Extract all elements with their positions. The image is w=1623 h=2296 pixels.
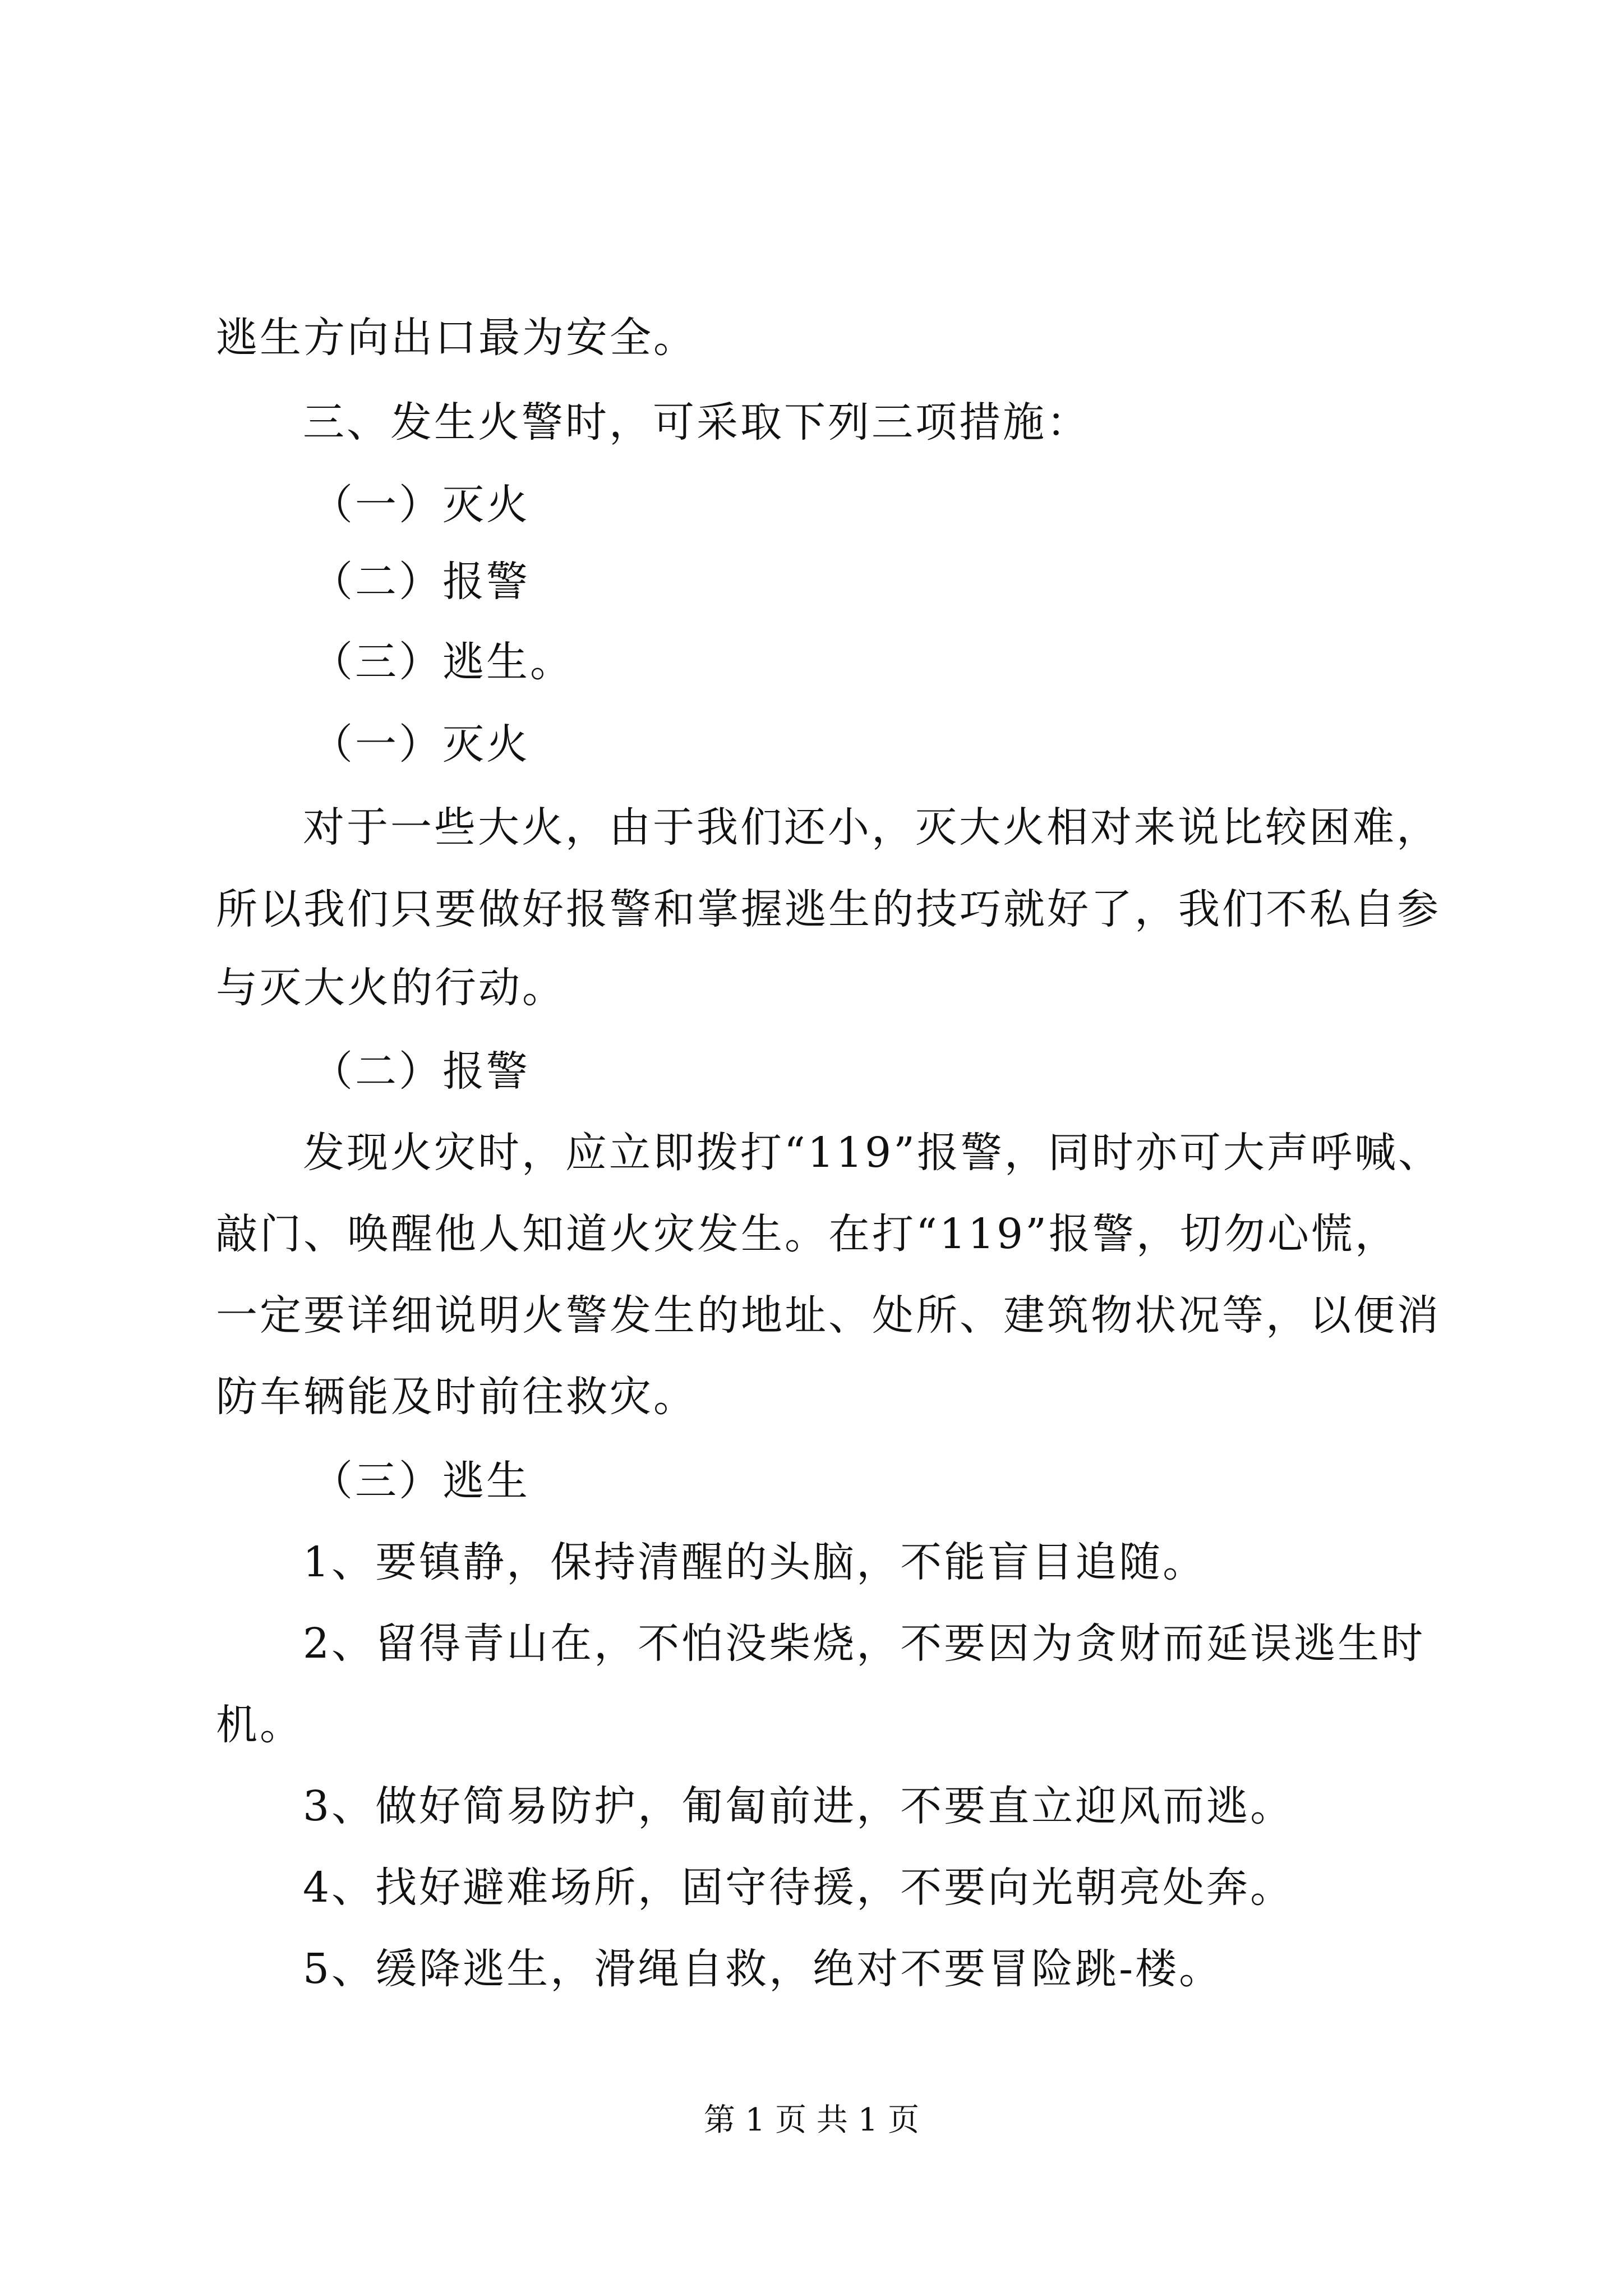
list-item: 5、缓降逃生，滑绳自救，绝对不要冒险跳-楼。: [303, 1945, 1223, 1993]
list-item: （三）逃生。: [311, 638, 574, 686]
paragraph-line: 所以我们只要做好报警和掌握逃生的技巧就好了，我们不私自参: [216, 885, 1441, 933]
paragraph-line: 防车辆能及时前往救灾。: [216, 1373, 697, 1421]
paragraph-line: 敲门、唤醒他人知道火灾发生。在打“119”报警，切勿心慌，: [216, 1210, 1399, 1258]
list-item: 4、找好避难场所，固守待援，不要向光朝亮处奔。: [303, 1864, 1294, 1912]
section-heading: 三、发生火警时，可采取下列三项措施：: [303, 398, 1090, 447]
subsection-heading: （二）报警: [311, 1047, 530, 1096]
paragraph-line: 与灭大火的行动。: [216, 964, 566, 1012]
page-footer: 第 1 页 共 1 页: [703, 2102, 920, 2138]
list-item: 2、留得青山在，不怕没柴烧，不要因为贪财而延误逃生时: [303, 1619, 1426, 1668]
paragraph-line: 发现火灾时，应立即拨打“119”报警，同时亦可大声呼喊、: [303, 1129, 1442, 1177]
list-item: （二）报警: [311, 558, 530, 606]
list-item: （一）灭火: [311, 481, 530, 529]
paragraph-line: 逃生方向出口最为安全。: [216, 314, 697, 362]
subsection-heading: （三）逃生: [311, 1457, 530, 1505]
list-item: 1、要镇静，保持清醒的头脑，不能盲目追随。: [303, 1538, 1207, 1586]
paragraph-line: 机。: [216, 1701, 303, 1749]
list-item: 3、做好简易防护，匍匐前进，不要直立迎风而逃。: [303, 1782, 1294, 1830]
subsection-heading: （一）灭火: [311, 720, 530, 769]
paragraph-line: 一定要详细说明火警发生的地址、处所、建筑物状况等，以便消: [216, 1291, 1441, 1340]
paragraph-line: 对于一些大火，由于我们还小，灭大火相对来说比较困难，: [303, 803, 1440, 852]
